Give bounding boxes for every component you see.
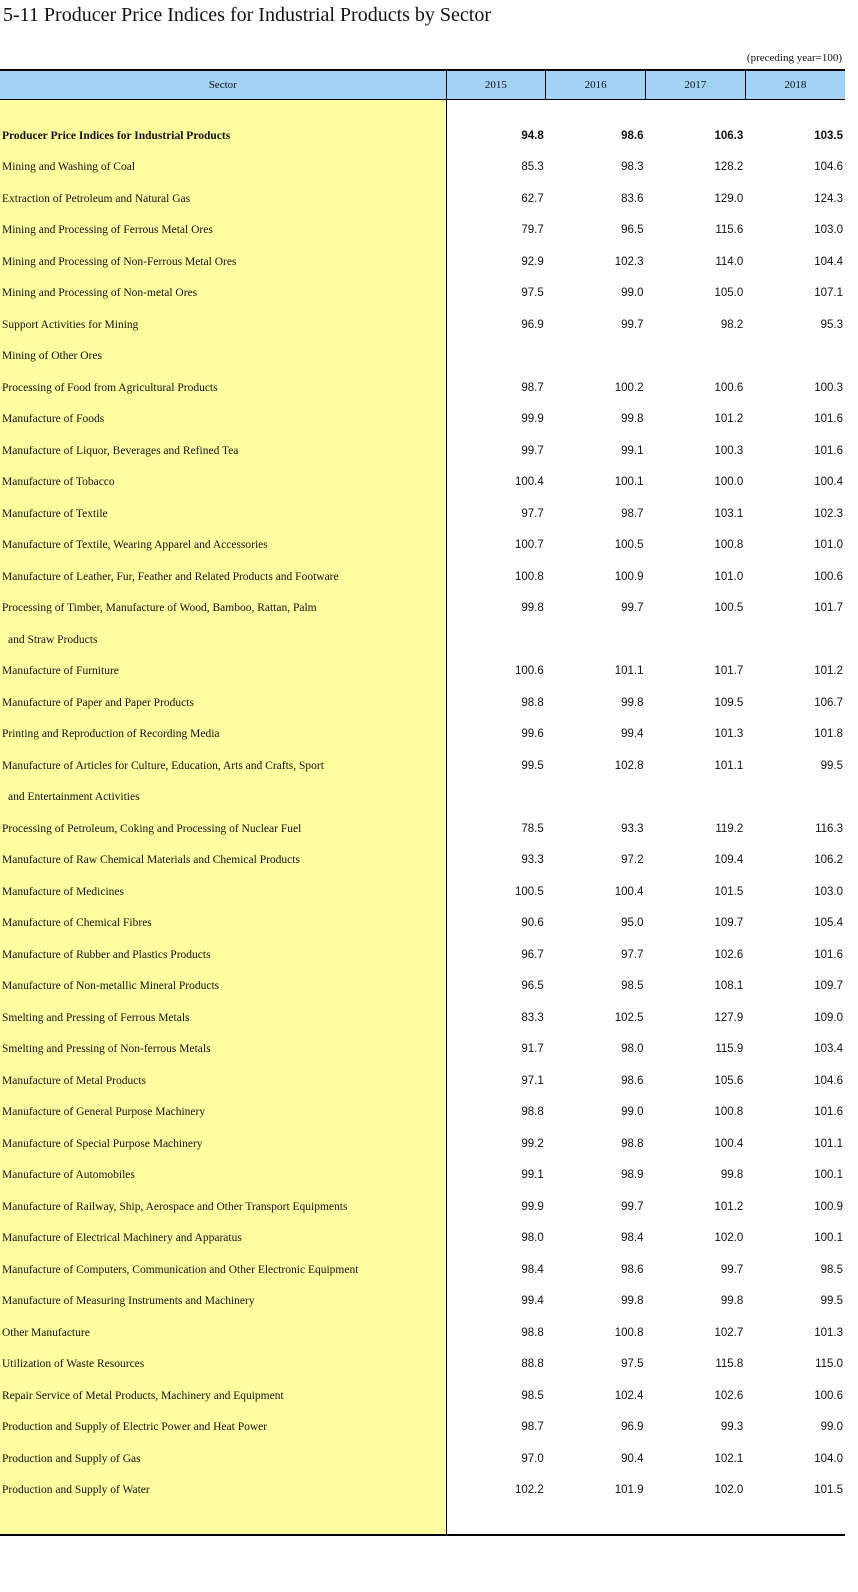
index-value-2016: 98.0 xyxy=(621,1043,644,1056)
index-value-2017: 114.0 xyxy=(715,255,744,268)
table-row xyxy=(0,404,845,436)
index-value-2016: 98.8 xyxy=(621,1137,644,1150)
index-value-2018: 102.3 xyxy=(814,507,843,520)
index-value-2018: 103.5 xyxy=(814,129,843,142)
index-value-2016: 102.4 xyxy=(614,1389,644,1402)
index-value-2018: 100.1 xyxy=(814,1169,843,1182)
index-value-2017: 99.8 xyxy=(720,1169,744,1182)
index-value-2017: 102.6 xyxy=(714,948,744,961)
index-value-2018: 104.6 xyxy=(814,161,843,174)
index-value-2015: 94.8 xyxy=(521,129,544,142)
index-value-2015 xyxy=(446,341,546,373)
index-value-2015: 85.3 xyxy=(521,161,544,174)
table-row xyxy=(0,120,845,152)
index-value-2017: 127.9 xyxy=(714,1011,744,1024)
index-value-2018: 116.3 xyxy=(815,822,843,835)
index-value-2015: 62.7 xyxy=(521,192,544,205)
index-value-2018: 99.0 xyxy=(820,1421,843,1434)
index-value-2016: 100.4 xyxy=(614,885,644,898)
index-value-2015: 100.5 xyxy=(514,885,544,898)
index-value-2015: 98.0 xyxy=(521,1232,544,1245)
index-value-2018: 101.7 xyxy=(814,602,843,615)
table-row xyxy=(0,435,845,467)
sector-name: Manufacture of Metal Products xyxy=(0,1065,446,1097)
index-value-2017: 101.7 xyxy=(714,665,744,678)
index-value-2015: 97.5 xyxy=(521,287,544,300)
index-value-2015: 98.7 xyxy=(521,381,544,394)
sector-name: Manufacture of Foods xyxy=(0,404,446,436)
sector-name: Manufacture of Chemical Fibres xyxy=(0,908,446,940)
index-value-2015: 99.5 xyxy=(521,759,544,772)
sector-name: Smelting and Pressing of Ferrous Metals xyxy=(0,1002,446,1034)
index-value-2017: 99.8 xyxy=(720,1295,744,1308)
index-value-2016: 102.3 xyxy=(614,255,644,268)
index-value-2017: 109.7 xyxy=(714,917,744,930)
sector-name: Mining of Other Ores xyxy=(0,341,446,373)
index-value-2017: 101.5 xyxy=(714,885,744,898)
sector-name: Manufacture of General Purpose Machinery xyxy=(0,1097,446,1129)
sector-name: Manufacture of Computers, Communication and Other Electronic Equipment xyxy=(0,1254,446,1286)
index-value-2018: 100.1 xyxy=(814,1232,843,1245)
index-value-2017: 119.2 xyxy=(715,822,744,835)
index-value-2018: 101.0 xyxy=(814,539,843,552)
sector-name: Manufacture of Paper and Paper Products xyxy=(0,687,446,719)
index-value-2017: 115.6 xyxy=(715,224,744,237)
sector-name: Extraction of Petroleum and Natural Gas xyxy=(0,183,446,215)
sector-name: Mining and Washing of Coal xyxy=(0,152,446,184)
table-row xyxy=(0,687,845,719)
index-value-2015 xyxy=(446,624,546,656)
index-value-2016: 96.5 xyxy=(621,224,644,237)
index-value-2017: 99.3 xyxy=(720,1421,744,1434)
index-value-2018: 101.6 xyxy=(814,948,843,961)
table-row xyxy=(0,813,845,845)
index-value-2018: 103.0 xyxy=(814,224,843,237)
index-value-2018: 103.4 xyxy=(814,1043,843,1056)
index-value-2017: 100.8 xyxy=(714,1106,744,1119)
index-value-2016: 99.7 xyxy=(621,1200,644,1213)
index-value-2017: 109.5 xyxy=(714,696,744,709)
index-value-2015: 88.8 xyxy=(521,1358,544,1371)
table-row xyxy=(0,939,845,971)
index-value-2018: 95.3 xyxy=(820,318,843,331)
sector-name: Repair Service of Metal Products, Machinery and Equipment xyxy=(0,1380,446,1412)
index-value-2018: 100.4 xyxy=(814,476,843,489)
sector-name: Printing and Reproduction of Recording Media xyxy=(0,719,446,751)
index-value-2017: 99.7 xyxy=(720,1263,744,1276)
table-row xyxy=(0,845,845,877)
table-row xyxy=(0,1317,845,1349)
index-value-2016: 99.7 xyxy=(621,318,644,331)
index-value-2017 xyxy=(646,782,746,814)
index-value-2015: 97.7 xyxy=(521,507,544,520)
index-value-2018: 101.2 xyxy=(814,665,843,678)
column-header-2017: 2017 xyxy=(646,70,746,100)
index-value-2015: 99.4 xyxy=(521,1295,544,1308)
index-value-2015: 98.8 xyxy=(521,696,544,709)
index-value-2018: 98.5 xyxy=(820,1263,843,1276)
column-header-sector: Sector xyxy=(0,70,446,100)
index-value-2015 xyxy=(446,782,546,814)
table-row xyxy=(0,1223,845,1255)
index-value-2018: 103.0 xyxy=(814,885,843,898)
table-row xyxy=(0,530,845,562)
index-value-2015: 99.7 xyxy=(521,444,544,457)
index-value-2018 xyxy=(745,624,845,656)
sector-name: Manufacture of Non-metallic Mineral Products xyxy=(0,971,446,1003)
sector-name: Mining and Processing of Ferrous Metal Ores xyxy=(0,215,446,247)
table-row xyxy=(0,782,845,814)
table-row xyxy=(0,215,845,247)
index-value-2018: 99.5 xyxy=(820,1295,843,1308)
index-value-2018: 104.6 xyxy=(814,1074,843,1087)
table-row xyxy=(0,1475,845,1507)
table-row xyxy=(0,719,845,751)
index-value-2018 xyxy=(745,782,845,814)
index-value-2015: 100.7 xyxy=(514,539,544,552)
index-value-2015: 100.6 xyxy=(514,665,544,678)
index-value-2017: 100.5 xyxy=(714,602,744,615)
index-value-2016: 98.9 xyxy=(621,1169,644,1182)
index-value-2017: 106.3 xyxy=(714,129,744,142)
sector-name: Manufacture of Liquor, Beverages and Refined Tea xyxy=(0,435,446,467)
column-header-2016: 2016 xyxy=(546,70,646,100)
index-value-2016: 100.5 xyxy=(614,539,644,552)
index-value-2015: 98.8 xyxy=(521,1106,544,1119)
table-row xyxy=(0,1349,845,1381)
sector-name: and Entertainment Activities xyxy=(0,782,446,814)
index-value-2016 xyxy=(546,341,646,373)
table-row xyxy=(0,372,845,404)
table-row xyxy=(0,467,845,499)
index-value-2018: 109.7 xyxy=(814,980,843,993)
index-value-2015: 98.7 xyxy=(521,1421,544,1434)
index-value-2017: 101.2 xyxy=(714,1200,744,1213)
index-value-2016: 98.7 xyxy=(621,507,644,520)
index-value-2016: 101.1 xyxy=(614,665,644,678)
end-spacer-row xyxy=(0,1506,845,1535)
index-value-2018: 101.1 xyxy=(814,1137,843,1150)
index-value-2018: 106.7 xyxy=(814,696,843,709)
header-row xyxy=(0,70,845,100)
sector-name: Mining and Processing of Non-metal Ores xyxy=(0,278,446,310)
table-row xyxy=(0,971,845,1003)
index-value-2017: 105.6 xyxy=(714,1074,744,1087)
spacer-row xyxy=(0,100,845,121)
index-value-2017: 103.1 xyxy=(714,507,744,520)
index-value-2015: 96.5 xyxy=(521,980,544,993)
index-value-2018: 100.9 xyxy=(814,1200,843,1213)
index-value-2015: 93.3 xyxy=(521,854,544,867)
index-value-2017 xyxy=(646,341,746,373)
index-value-2015: 99.9 xyxy=(521,1200,544,1213)
sector-name: Manufacture of Furniture xyxy=(0,656,446,688)
index-value-2017: 101.3 xyxy=(714,728,744,741)
table-row xyxy=(0,624,845,656)
index-value-2015: 100.8 xyxy=(514,570,544,583)
sector-name: Manufacture of Railway, Ship, Aerospace and Other Transport Equipments xyxy=(0,1191,446,1223)
sector-name: Manufacture of Automobiles xyxy=(0,1160,446,1192)
index-value-2017: 102.6 xyxy=(714,1389,744,1402)
table-row xyxy=(0,1380,845,1412)
sector-name: Mining and Processing of Non-Ferrous Metal Ores xyxy=(0,246,446,278)
sector-name: Production and Supply of Water xyxy=(0,1475,446,1507)
index-value-2016: 96.9 xyxy=(621,1421,644,1434)
table-row xyxy=(0,1097,845,1129)
table-row xyxy=(0,309,845,341)
index-value-2015: 99.2 xyxy=(521,1137,544,1150)
table-row xyxy=(0,593,845,625)
index-value-2016: 99.1 xyxy=(621,444,644,457)
sector-name: Support Activities for Mining xyxy=(0,309,446,341)
index-value-2018: 109.0 xyxy=(814,1011,843,1024)
sector-name: Manufacture of Electrical Machinery and Apparatus xyxy=(0,1223,446,1255)
index-value-2015: 100.4 xyxy=(514,476,544,489)
index-value-2018: 101.6 xyxy=(814,444,843,457)
index-value-2016: 97.5 xyxy=(621,1358,644,1371)
index-value-2016: 99.0 xyxy=(621,287,644,300)
index-value-2018: 104.4 xyxy=(814,255,843,268)
table-row xyxy=(0,1128,845,1160)
index-value-2016: 99.8 xyxy=(621,413,644,426)
index-value-2017: 108.1 xyxy=(714,980,744,993)
index-value-2016: 99.8 xyxy=(621,696,644,709)
index-value-2018: 101.5 xyxy=(814,1484,843,1497)
table-row xyxy=(0,1254,845,1286)
index-value-2016: 98.6 xyxy=(621,1074,644,1087)
index-value-2018: 99.5 xyxy=(820,759,843,772)
sector-name: Producer Price Indices for Industrial Products xyxy=(0,120,446,152)
table-row xyxy=(0,656,845,688)
index-value-2016 xyxy=(546,782,646,814)
sector-name: Manufacture of Textile, Wearing Apparel and Accessories xyxy=(0,530,446,562)
table-row xyxy=(0,1412,845,1444)
table-body xyxy=(0,100,845,1536)
index-value-2017 xyxy=(646,624,746,656)
sector-name: Manufacture of Tobacco xyxy=(0,467,446,499)
index-value-2018: 107.1 xyxy=(814,287,843,300)
index-value-2016: 98.6 xyxy=(621,1263,644,1276)
index-value-2018: 101.8 xyxy=(814,728,843,741)
table-row xyxy=(0,1065,845,1097)
sector-name: and Straw Products xyxy=(0,624,446,656)
index-value-2016: 99.7 xyxy=(621,602,644,615)
index-value-2016: 83.6 xyxy=(621,192,644,205)
sector-name: Other Manufacture xyxy=(0,1317,446,1349)
index-value-2018: 100.3 xyxy=(814,381,843,394)
table-row xyxy=(0,1443,845,1475)
index-value-2016: 90.4 xyxy=(621,1452,644,1465)
index-value-2016: 100.1 xyxy=(614,476,644,489)
sector-name: Manufacture of Raw Chemical Materials and Chemical Products xyxy=(0,845,446,877)
index-value-2017: 100.3 xyxy=(714,444,744,457)
table-row xyxy=(0,876,845,908)
index-value-2017: 102.7 xyxy=(714,1326,744,1339)
sector-name: Manufacture of Textile xyxy=(0,498,446,530)
index-value-2015: 90.6 xyxy=(521,917,544,930)
index-value-2017: 100.8 xyxy=(714,539,744,552)
index-value-2016: 100.2 xyxy=(614,381,644,394)
index-value-2016: 98.6 xyxy=(621,129,644,142)
index-value-2016: 100.9 xyxy=(614,570,644,583)
index-value-2017: 115.8 xyxy=(715,1358,744,1371)
sector-name: Manufacture of Special Purpose Machinery xyxy=(0,1128,446,1160)
index-value-2015: 98.8 xyxy=(521,1326,544,1339)
index-value-2017: 101.1 xyxy=(714,759,744,772)
table-row xyxy=(0,750,845,782)
sector-name: Smelting and Pressing of Non-ferrous Metals xyxy=(0,1034,446,1066)
index-value-2018: 101.6 xyxy=(814,413,843,426)
index-value-2015: 83.3 xyxy=(521,1011,544,1024)
table-row xyxy=(0,1160,845,1192)
index-value-2017: 100.0 xyxy=(714,476,744,489)
sector-name: Manufacture of Articles for Culture, Education, Arts and Crafts, Sport xyxy=(0,750,446,782)
index-value-2015: 102.2 xyxy=(514,1484,544,1497)
index-value-2016 xyxy=(546,624,646,656)
table-row xyxy=(0,246,845,278)
index-value-2017: 115.9 xyxy=(715,1043,744,1056)
sector-name: Manufacture of Leather, Fur, Feather and Related Products and Footware xyxy=(0,561,446,593)
index-value-2016: 102.8 xyxy=(614,759,644,772)
index-value-2018: 101.3 xyxy=(814,1326,843,1339)
index-value-2015: 79.7 xyxy=(521,224,544,237)
index-value-2017: 102.0 xyxy=(714,1484,744,1497)
index-value-2015: 99.1 xyxy=(521,1169,544,1182)
index-value-2016: 99.8 xyxy=(621,1295,644,1308)
column-header-2015: 2015 xyxy=(446,70,546,100)
index-value-2015: 99.6 xyxy=(521,728,544,741)
index-value-2015: 96.9 xyxy=(521,318,544,331)
index-value-2015: 98.4 xyxy=(521,1263,544,1276)
index-value-2015: 91.7 xyxy=(521,1043,544,1056)
index-value-2018: 101.6 xyxy=(814,1106,843,1119)
index-value-2016: 97.7 xyxy=(621,948,644,961)
index-value-2017: 100.4 xyxy=(714,1137,744,1150)
index-value-2015: 99.9 xyxy=(521,413,544,426)
index-value-2018: 124.3 xyxy=(814,192,843,205)
index-value-2015: 98.5 xyxy=(521,1389,544,1402)
index-value-2017: 101.0 xyxy=(714,570,744,583)
sector-name: Production and Supply of Gas xyxy=(0,1443,446,1475)
index-value-2016: 97.2 xyxy=(621,854,644,867)
table-row xyxy=(0,908,845,940)
index-value-2018: 106.2 xyxy=(814,854,843,867)
index-value-2017: 129.0 xyxy=(714,192,744,205)
index-value-2016: 102.5 xyxy=(614,1011,644,1024)
index-value-2016: 99.0 xyxy=(621,1106,644,1119)
index-value-2015: 97.0 xyxy=(521,1452,544,1465)
page-title: 5-11 Producer Price Indices for Industrial Products by Sector xyxy=(3,4,492,26)
index-value-2016: 99.4 xyxy=(621,728,644,741)
index-value-2016: 95.0 xyxy=(621,917,644,930)
index-value-2017: 101.2 xyxy=(714,413,744,426)
index-value-2017: 102.0 xyxy=(714,1232,744,1245)
column-header-2018: 2018 xyxy=(745,70,845,100)
index-value-2018: 100.6 xyxy=(814,570,843,583)
index-value-2018 xyxy=(745,341,845,373)
index-value-2018: 100.6 xyxy=(814,1389,843,1402)
index-value-2016: 93.3 xyxy=(621,822,644,835)
index-value-2017: 128.2 xyxy=(714,161,744,174)
index-value-2017: 98.2 xyxy=(720,318,744,331)
price-index-table xyxy=(0,69,845,1536)
sector-name: Manufacture of Measuring Instruments and Machinery xyxy=(0,1286,446,1318)
sector-name: Manufacture of Medicines xyxy=(0,876,446,908)
table-row xyxy=(0,183,845,215)
index-value-2018: 105.4 xyxy=(814,917,843,930)
sector-name: Manufacture of Rubber and Plastics Products xyxy=(0,939,446,971)
sector-name: Utilization of Waste Resources xyxy=(0,1349,446,1381)
index-value-2015: 92.9 xyxy=(521,255,544,268)
index-value-2016: 98.3 xyxy=(621,161,644,174)
sector-name: Processing of Food from Agricultural Products xyxy=(0,372,446,404)
table-row xyxy=(0,1191,845,1223)
sector-name: Production and Supply of Electric Power and Heat Power xyxy=(0,1412,446,1444)
index-value-2015: 78.5 xyxy=(521,822,544,835)
index-value-2017: 105.0 xyxy=(714,287,744,300)
table-row xyxy=(0,152,845,184)
index-value-2015: 99.8 xyxy=(521,602,544,615)
index-value-2018: 115.0 xyxy=(815,1358,843,1371)
table-row xyxy=(0,1034,845,1066)
table-row xyxy=(0,498,845,530)
table-row xyxy=(0,561,845,593)
table-row xyxy=(0,1286,845,1318)
sector-name: Processing of Timber, Manufacture of Wood, Bamboo, Rattan, Palm xyxy=(0,593,446,625)
sector-name: Processing of Petroleum, Coking and Processing of Nuclear Fuel xyxy=(0,813,446,845)
index-value-2017: 100.6 xyxy=(714,381,744,394)
index-value-2018: 104.0 xyxy=(814,1452,843,1465)
index-value-2015: 97.1 xyxy=(521,1074,544,1087)
index-value-2016: 98.5 xyxy=(621,980,644,993)
index-value-2016: 100.8 xyxy=(614,1326,644,1339)
index-value-2017: 102.1 xyxy=(714,1452,744,1465)
table-row xyxy=(0,278,845,310)
table-row xyxy=(0,341,845,373)
unit-note: (preceding year=100) xyxy=(746,52,842,64)
index-value-2015: 96.7 xyxy=(521,948,544,961)
index-value-2017: 109.4 xyxy=(714,854,744,867)
index-value-2016: 98.4 xyxy=(621,1232,644,1245)
index-value-2016: 101.9 xyxy=(614,1484,644,1497)
table-row xyxy=(0,1002,845,1034)
